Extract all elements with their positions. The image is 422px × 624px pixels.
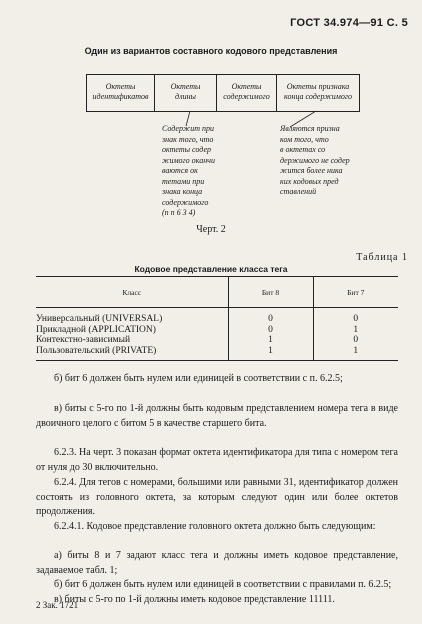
tag-class-table	[36, 276, 398, 361]
page-header-code: ГОСТ 34.974—91 С. 5	[290, 17, 408, 29]
header-bit8: Бит 8	[228, 277, 313, 308]
cell-class: Универсальный (UNIVERSAL)	[36, 314, 163, 324]
note-line: Являются призна	[280, 124, 340, 133]
cell-class: Прикладной (APPLICATION)	[36, 324, 156, 335]
cell-bit8: 1	[228, 346, 313, 361]
header-class: Класс	[36, 277, 228, 308]
page-footer: 2 Зак. 1721	[36, 600, 79, 610]
table-row	[36, 308, 398, 325]
cell-class: Пользовательский (PRIVATE)	[36, 346, 228, 361]
cell-bit7: 1	[313, 346, 398, 361]
cell-line: идентификатов	[92, 92, 149, 101]
cell-bit8: 0	[228, 308, 313, 325]
header-bit7: Бит 7	[313, 277, 398, 308]
table-row	[36, 346, 398, 361]
cell-line: Октеты	[231, 82, 262, 91]
note-line: тетами при	[162, 176, 205, 186]
cell-line: Октеты признака	[286, 82, 350, 91]
note-line: (п п 6 3 4)	[162, 208, 196, 217]
cell-bit8: 0	[228, 325, 313, 336]
note-line: содержимого	[162, 197, 209, 207]
cell-line: конца содержимого	[284, 92, 352, 101]
note-line: знак того, что	[162, 134, 214, 144]
paragraph-b-bit6: б) бит 6 должен быть нулем или единицей в соответствии с п. 6.2.5;	[54, 373, 343, 384]
note-line: ставлений	[280, 187, 317, 196]
cell-line: Октеты	[170, 82, 201, 91]
paragraph-b-bit6-head: б) бит 6 должен быть нулем или единицей в соответствии с правилами п. 6.2.5; в) биты с 5-го по 1-й должны иметь кодовое представление 11111.	[36, 578, 398, 607]
figure-caption: Черт. 2	[196, 224, 226, 235]
note-line: ком того, что	[280, 134, 329, 144]
cell-bit7: 0	[313, 308, 398, 325]
note-left	[162, 124, 242, 219]
table-number: Таблица 1	[356, 252, 408, 263]
note-line: ваются ок	[162, 166, 198, 175]
note-line: ких кодовых пред	[280, 176, 339, 186]
cell-bit8: 1	[228, 335, 313, 346]
note-line: жимого оканчи	[162, 155, 215, 165]
table-title: Кодовое представление класса тега	[134, 264, 288, 274]
table-row	[36, 325, 398, 336]
note-line: знака конца	[162, 187, 203, 196]
cell-line: содержимого	[223, 92, 270, 101]
note-line: жится более ника	[280, 166, 343, 175]
paragraph-6-2-4-1: 6.2.4.1. Кодовое представление головного октета должно быть следующим:	[54, 521, 376, 532]
cell-bit7: 1	[313, 325, 398, 336]
note-line: октеты содер	[162, 145, 211, 154]
paragraph-a-bits8-7: а) биты 8 и 7 задают класс тега и должны иметь кодовое представление, задаваемое табл. 1;	[36, 550, 398, 576]
cell-bit7: 0	[313, 335, 398, 346]
figure-title: Один из вариантов составного кодового представления	[84, 46, 338, 56]
table-row	[36, 335, 398, 346]
note-right	[280, 124, 368, 198]
paragraph-v-bits5-1-head-line: в) биты с 5-го по 1-й должны иметь кодовое представление 11111.	[54, 593, 335, 605]
cell-class: Контекстно-зависимый	[36, 335, 131, 345]
paragraph-6-2-4: 6.2.4. Для тегов с номерами, большими или равными 31, идентификатор должен состоять из головного октета, за которым следуют один или более октетов продолжения.	[36, 477, 398, 517]
note-line: в октетах со	[280, 145, 326, 154]
cell-line: Октеты	[105, 82, 136, 91]
paragraph-v-bits5-1: в) биты с 5-го по 1-й должны быть кодовым представлением номера тега в виде двоичного целого с битом 5 в качестве старшего бита.	[36, 403, 398, 429]
table-header-row	[36, 277, 398, 308]
note-line: держимого не содер	[280, 155, 350, 165]
note-line: Содержит при	[162, 124, 214, 133]
cell-line: длины	[175, 92, 196, 101]
paragraph-6-2-3: 6.2.3. На черт. 3 показан формат октета идентификатора для типа с номером тега от нуля до 30 включительно.	[36, 447, 398, 473]
